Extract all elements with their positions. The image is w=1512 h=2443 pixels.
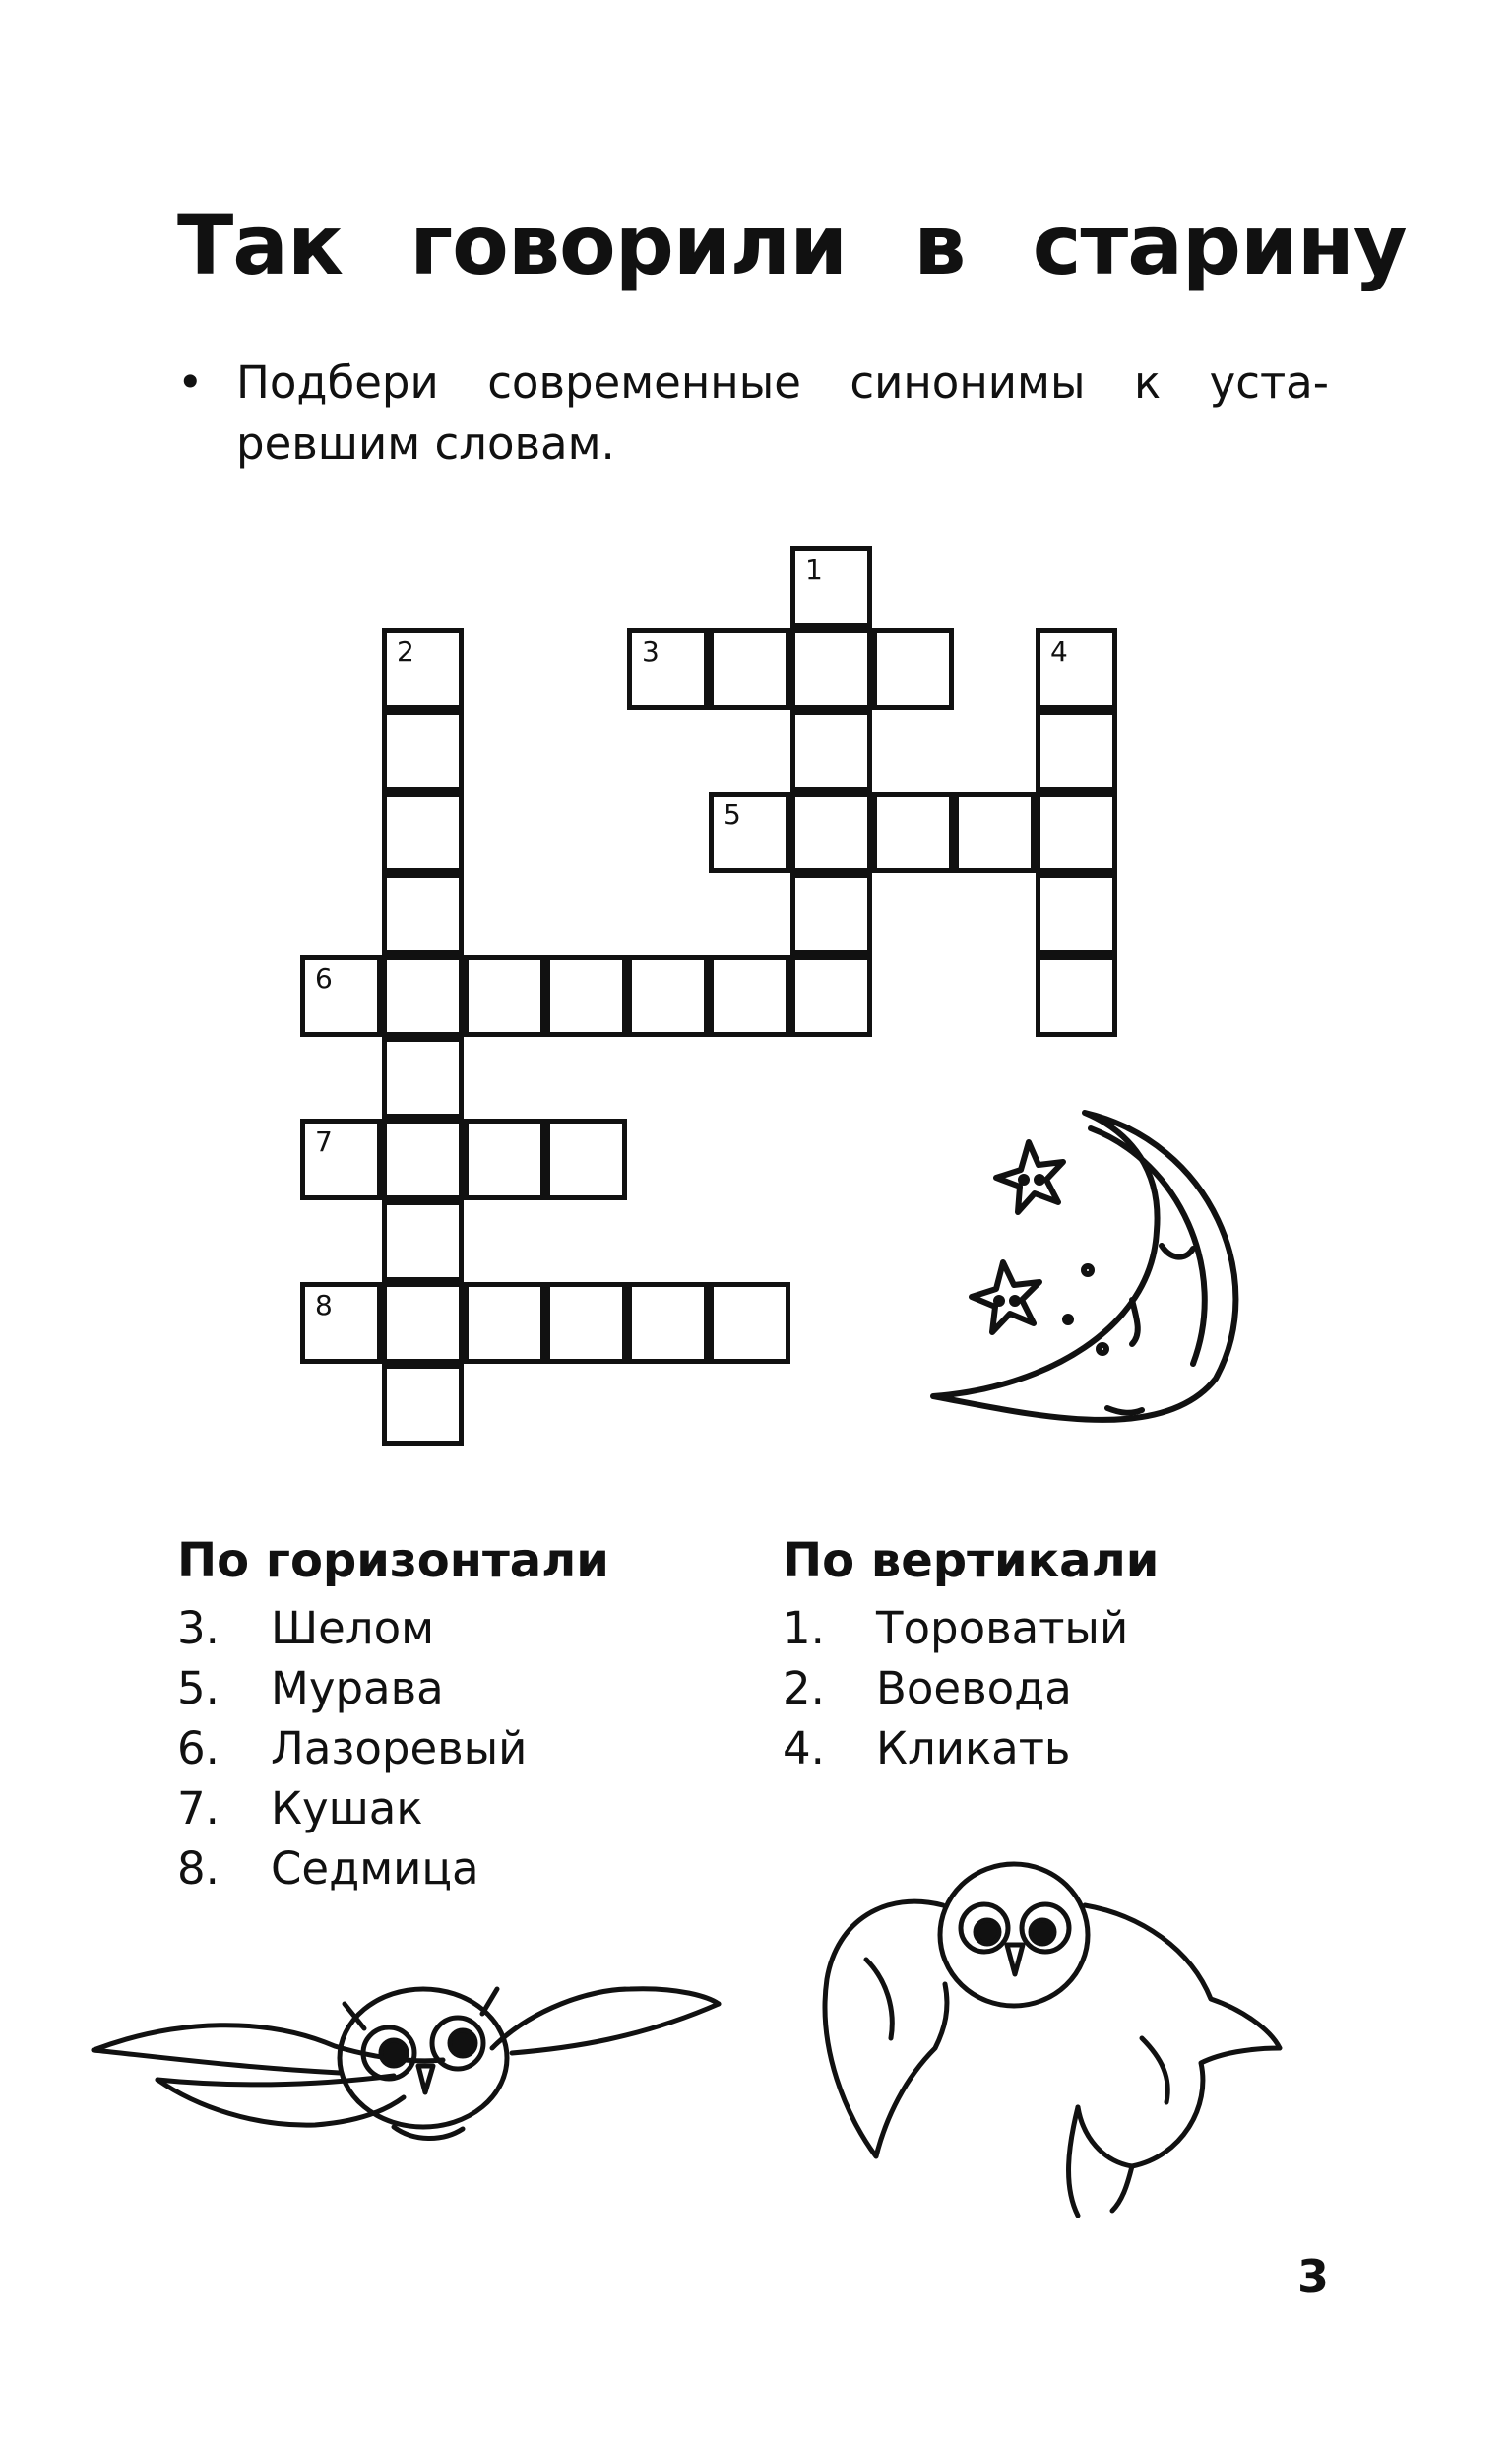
owl-right-icon bbox=[825, 1864, 1280, 2216]
crossword-clue-number: 7 bbox=[315, 1125, 333, 1158]
star-icon bbox=[972, 1142, 1063, 1332]
clue-word: Кликать bbox=[876, 1722, 1071, 1774]
crossword-clue-number: 8 bbox=[315, 1289, 333, 1321]
crossword-clue-number: 2 bbox=[397, 635, 414, 668]
clue-word: Мурава bbox=[271, 1662, 444, 1714]
clues-horizontal-title: По горизонтали bbox=[177, 1533, 609, 1588]
clue-item bbox=[177, 1778, 609, 1838]
clue-item bbox=[783, 1718, 1159, 1778]
clue-item bbox=[177, 1838, 609, 1898]
clue-number: 8. bbox=[177, 1842, 220, 1895]
owl-left-icon bbox=[94, 1989, 719, 2139]
clue-item bbox=[177, 1718, 609, 1778]
clue-number: 2. bbox=[783, 1662, 825, 1714]
task-text-line-2: ревшим словам. bbox=[236, 418, 615, 470]
bullet: • bbox=[177, 356, 204, 409]
clues-horizontal bbox=[177, 1531, 609, 1898]
clue-item bbox=[783, 1658, 1159, 1718]
clue-word: Шелом bbox=[271, 1602, 435, 1654]
crossword-clue-number: 5 bbox=[724, 799, 741, 831]
clues-vertical bbox=[783, 1531, 1159, 1778]
crossword-clue-number: 6 bbox=[315, 962, 333, 995]
crossword-clue-number: 4 bbox=[1050, 635, 1068, 668]
crossword-clue-number: 1 bbox=[805, 553, 823, 586]
clue-number: 7. bbox=[177, 1782, 220, 1834]
clue-number: 3. bbox=[177, 1602, 220, 1654]
moon-icon bbox=[933, 1113, 1235, 1420]
clue-word: Кушак bbox=[271, 1782, 423, 1834]
clue-word: Тороватый bbox=[876, 1602, 1129, 1654]
page-title: Так говорили в старину bbox=[177, 197, 1407, 293]
clue-word: Воевода bbox=[876, 1662, 1072, 1714]
clue-number: 4. bbox=[783, 1722, 825, 1774]
task-text-line-1: Подбери современные синонимы к уста- bbox=[236, 356, 1329, 409]
clue-item bbox=[177, 1598, 609, 1658]
crossword-clue-number: 3 bbox=[642, 635, 660, 668]
clue-number: 5. bbox=[177, 1662, 220, 1714]
page-number: 3 bbox=[1297, 2250, 1330, 2303]
clue-word: Лазоревый bbox=[271, 1722, 528, 1774]
clues-vertical-title: По вертикали bbox=[783, 1533, 1160, 1588]
clue-number: 1. bbox=[783, 1602, 825, 1654]
clue-word: Седмица bbox=[271, 1842, 479, 1895]
clue-item bbox=[783, 1598, 1159, 1658]
clue-number: 6. bbox=[177, 1722, 220, 1774]
clue-item bbox=[177, 1658, 609, 1718]
